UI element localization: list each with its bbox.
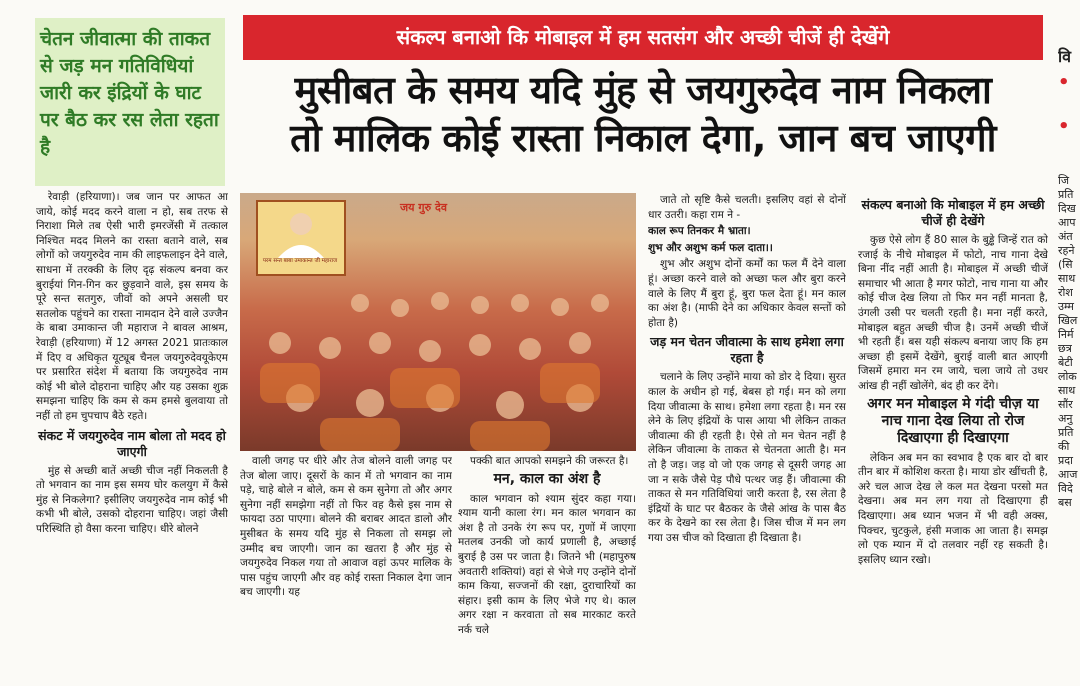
adjacent-article-fragment: प्रदा xyxy=(1058,454,1073,467)
col4-verse-2: शुभ और अशुभ कर्म फल दाता।। xyxy=(648,241,773,254)
headline-line-1: मुसीबत के समय यदि मुंह से जयगुरुदेव नाम निकला xyxy=(294,68,992,112)
col3-paragraph-0: पक्की बात आपको समझने की जरूरत है। xyxy=(470,455,629,467)
column-4 xyxy=(648,193,846,686)
col5-paragraph-2: लेकिन अब मन का स्वभाव है एक बार दो बार तीन बार में कोशिश करता है। माया डोर खींचती है, अरे चल आज देख ले कल मत देखना परसो मत देखना। अब मन लग गया तो दिखाएगा ही दिखाएगा। अब ध्यान भजन में भी वही अक्स, पिक्चर, चुटकुले, हंसी मजाक आ जाता है। समझ लो एक म्यान में दो तलवार नहीं रह सकती है। इसलिए ध्यान रखो। xyxy=(858,451,1048,566)
adjacent-article-fragment: प्रति xyxy=(1058,188,1074,201)
adjacent-article-fragment: अनु xyxy=(1058,412,1073,425)
adjacent-article-fragment: खिल xyxy=(1058,314,1078,327)
adjacent-article-fragment: रहने xyxy=(1058,244,1075,257)
sidebar-title: चेतन जीवात्मा की ताकत से जड़ मन गतिविधियां जारी कर इंद्रियों के घाट पर बैठ कर रस लेता रहता है xyxy=(40,28,219,158)
col3-subheading: मन, काल का अंश है xyxy=(493,470,601,487)
adjacent-article-fragment: वि xyxy=(1058,47,1072,66)
col1-paragraph-2: मुंह से अच्छी बातें अच्छी चीज नहीं निकलती है तो भगवान का नाम इस समय घोर कलयुग में कैसे मुंह से निकलेगा? इसीलिए जयगुरुदेव नाम कोई भी कभी भी बोले, उसको दोहराना चाहिए। जहां जैसी परिस्थिति हो वैसा करना चाहिए। धीरे बोलने xyxy=(36,464,228,535)
adjacent-article-fragment: छत्र xyxy=(1058,342,1072,355)
column-3 xyxy=(458,454,636,686)
col4-verse-1: काल रूप तिनकर मै भ्राता। xyxy=(648,225,751,238)
guru-portrait-caption: परम सन्त बाबा उमाकान्त जी महाराज xyxy=(262,258,338,264)
adjacent-article-fragment: (सि xyxy=(1058,258,1073,271)
adjacent-article-edge xyxy=(1058,0,1080,686)
col4-paragraph-2: चलाने के लिए उन्होंने माया को डोर दे दिया। सुरत काल के अधीन हो गई, बेबस हो गई। मन को लगा दिया जीवात्मा के साथ। हमेशा लगा रहता है। मन रस लेने के लिए इंद्रियों के पास आया भी लेकिन ताकत जीवात्मा की ही रहती है। ऐसे तो मन चेतन नहीं है लेकिन जीवात्मा के ताकत से चेतनता आती है। मन तो है जड़। जड़ वो जो एक जगह से दूसरी जगह आ जा न सके जैसे पेड़ पौधे पत्थर जड़ हैं। जीवात्मा की ताकत से मन गतिविधियां जारी करता है, रस लेता है इंद्रियों के घाट पर बैठकर के जैसे आंख के पास बैठ कर के देखने का रस लेता है। जिस चीज में मन लग गया उस चीज को दिखाता ही दिखाता है। xyxy=(648,371,846,544)
adjacent-article-fragment: बेटी xyxy=(1058,356,1073,369)
photo-label: जय गुरु देव xyxy=(400,201,447,214)
guru-portrait xyxy=(256,200,346,276)
adjacent-article-fragment: जि xyxy=(1058,174,1070,187)
col4-paragraph-0: जाते तो सृष्टि कैसे चलती। इसलिए वहां से दोनों धार उतरी। कहा राम ने - xyxy=(648,194,846,221)
col1-subheading: संकट में जयगुरुदेव नाम बोला तो मदद हो जाएगी xyxy=(38,427,226,459)
column-2 xyxy=(240,454,452,686)
adjacent-article-fragment: • xyxy=(1058,116,1070,137)
headline xyxy=(243,66,1043,162)
adjacent-article-fragment: आज xyxy=(1058,468,1078,481)
adjacent-article-fragment: दिख xyxy=(1058,202,1076,215)
adjacent-article-fragment: साथ xyxy=(1058,272,1076,285)
column-1 xyxy=(36,190,228,685)
adjacent-article-fragment: • xyxy=(1058,72,1070,93)
column-5 xyxy=(858,193,1048,686)
col1-paragraph-1: रेवाड़ी (हरियाणा)। जब जान पर आफत आ जाये, कोई मदद करने वाला न हो, सब तरफ से निराशा मिले तब ऐसी भारी इमरजेंसी में तत्काल निश्चित मदद मिलने का रास्ता बताने वाले, सब लोगों को जयगुरुदेव नाम की लाइफलाइन देने वाले, साधना में तरक्की के लिए दृढ़ संकल्प बनवा कर बुराईयां गिन-गिन कर छुड़वाने वाले, इस समय के पूरे सन्त सतगुरु, जीवों को अपने असली घर सतलोक पहुंचने का रास्ता नामदान देने वाले उज्जैन के बाबा उमाकान्त जी महाराज ने बावल आश्रम, रेवाड़ी (हरियाणा) में 12 अगस्त 2021 प्रातःकाल में दिए व अधिकृत यूट्यूब चैनल जयगुरुदेवयूकेएम पर प्रसारित संदेश में बताया कि जयगुरुदेव नाम कोई भी बोले दोहराना चाहिए और यह उसका शुक्र समझना चाहिए कि कम से कम हमसे बुलवाया तो नहीं तो हम चुपचाप बैठे रहते। xyxy=(36,191,228,422)
adjacent-article-fragment: की xyxy=(1058,440,1070,453)
portrait-figure-icon xyxy=(258,202,344,258)
adjacent-article-text xyxy=(1058,47,1080,510)
adjacent-article-fragment: सौंर xyxy=(1058,398,1073,411)
col5-subheading-2: अगर मन मोबाइल मे गंदी चीज़ या नाच गाना देख लिया तो रोज दिखाएगा ही दिखाएगा xyxy=(867,395,1039,446)
col4-subheading: जड़ मन चेतन जीवात्मा के साथ हमेशा लगा रहता है xyxy=(650,334,844,366)
adjacent-article-fragment: लोक xyxy=(1058,370,1077,383)
banner-text: संकल्प बनाओ कि मोबाइल में हम सतसंग और अच्छी चीजें ही देखेंगे xyxy=(396,25,890,49)
adjacent-article-fragment: विदे xyxy=(1058,482,1073,495)
col5-subheading-1: संकल्प बनाओ कि मोबाइल में हम अच्छी चीजें ही देखेंगे xyxy=(861,197,1045,228)
adjacent-article-fragment: निर्म xyxy=(1058,328,1074,341)
col5-paragraph-1: कुछ ऐसे लोग हैं 80 साल के बुड्ढे जिन्हें रात को रजाई के नीचे मोबाइल में फोटो, नाच गाना देखे बिना नींद नहीं आती है। मोबाइल में अच्छी चीजें समाचार भी आता है मगर फोटो, नाच गाना या और कोई चीज देख लिया तो फिर मन नहीं मानता है, उंगली उसी पर चलती रहती है। मना नहीं करते, मोबाइल बहुत अच्छी चीज है। उनमें अच्छी चीजें भी रहती हैं। बस यही संकल्प बनाया जाए कि हम अच्छा ही इसमें देखेंगे, बुराई वाली बात आएगी जिसमें हमारा मन रम जाये, चला जाये तो उधर आंख ही नहीं खोलेंगे, बंद ही कर देंगे। xyxy=(858,234,1048,392)
col2-paragraph-1: वाली जगह पर धीरे और तेज बोलने वाली जगह पर तेज बोला जाए। दूसरों के कान में तो भगवान का नाम पड़े, चाहे बोले न बोले, कम से कम सुनेगा तो और अगर सुनेगा नहीं समझेगा नहीं तो फिर वह कैसे इस नाम से फायदा उठा पाएगा। बोलने की बराबर आदत डालो और मुसीबत के समय यदि मुंह से निकला तो समझ लो उम्मीद बच जाएगी। जान का खतरा है और मुंह से जयगुरुदेव निकल गया तो आवाज वहां ऊपर मालिक के पास पहुंच जाएगी और वह कोई रास्ता निकाल देगा जान बच जाएगी। यह xyxy=(240,455,452,599)
adjacent-article-fragment: रोश xyxy=(1058,286,1073,299)
adjacent-article-fragment: उम्म xyxy=(1058,300,1074,313)
adjacent-article-fragment: प्रति xyxy=(1058,426,1074,439)
adjacent-article-fragment: साथ xyxy=(1058,384,1076,397)
col3-paragraph-1: काल भगवान को श्याम सुंदर कहा गया। श्याम यानी काला रंग। मन काल भगवान का अंश है तो उनके रंग रूप पर, गुणों में जाएगा मतलब उनकी जो कार्य प्रणाली है, अच्छाई बुराई है उस पर जाता है। जितने भी (महापुरुष अवतारी शक्तियां) वहां से भेजे गए उन्होंने दोनों काम किया, सज्जनों की रक्षा, दुराचारियों का संहार। इसी काम के लिए भेजे गए थे। काल अगर रक्षा न करवाता तो सब मारकाट करते नर्क चले xyxy=(458,492,636,636)
adjacent-article-fragment: बस xyxy=(1058,496,1072,509)
col4-paragraph-1: शुभ और अशुभ दोनों कर्मों का फल मैं देने वाला हूं। अच्छा करने वाले को अच्छा फल और बुरा करने वाले के लिए मैं बुरा हूं, बुरा फल देता हूं। मन काल का अंश है। (माफी देने का अधिकार केवल सन्तों को होता है) xyxy=(648,258,846,329)
headline-line-2: तो मालिक कोई रास्ता निकाल देगा, जान बच जाएगी xyxy=(290,116,996,160)
adjacent-article-fragment: आप xyxy=(1058,216,1076,229)
adjacent-article-fragment: अंत xyxy=(1058,230,1073,243)
